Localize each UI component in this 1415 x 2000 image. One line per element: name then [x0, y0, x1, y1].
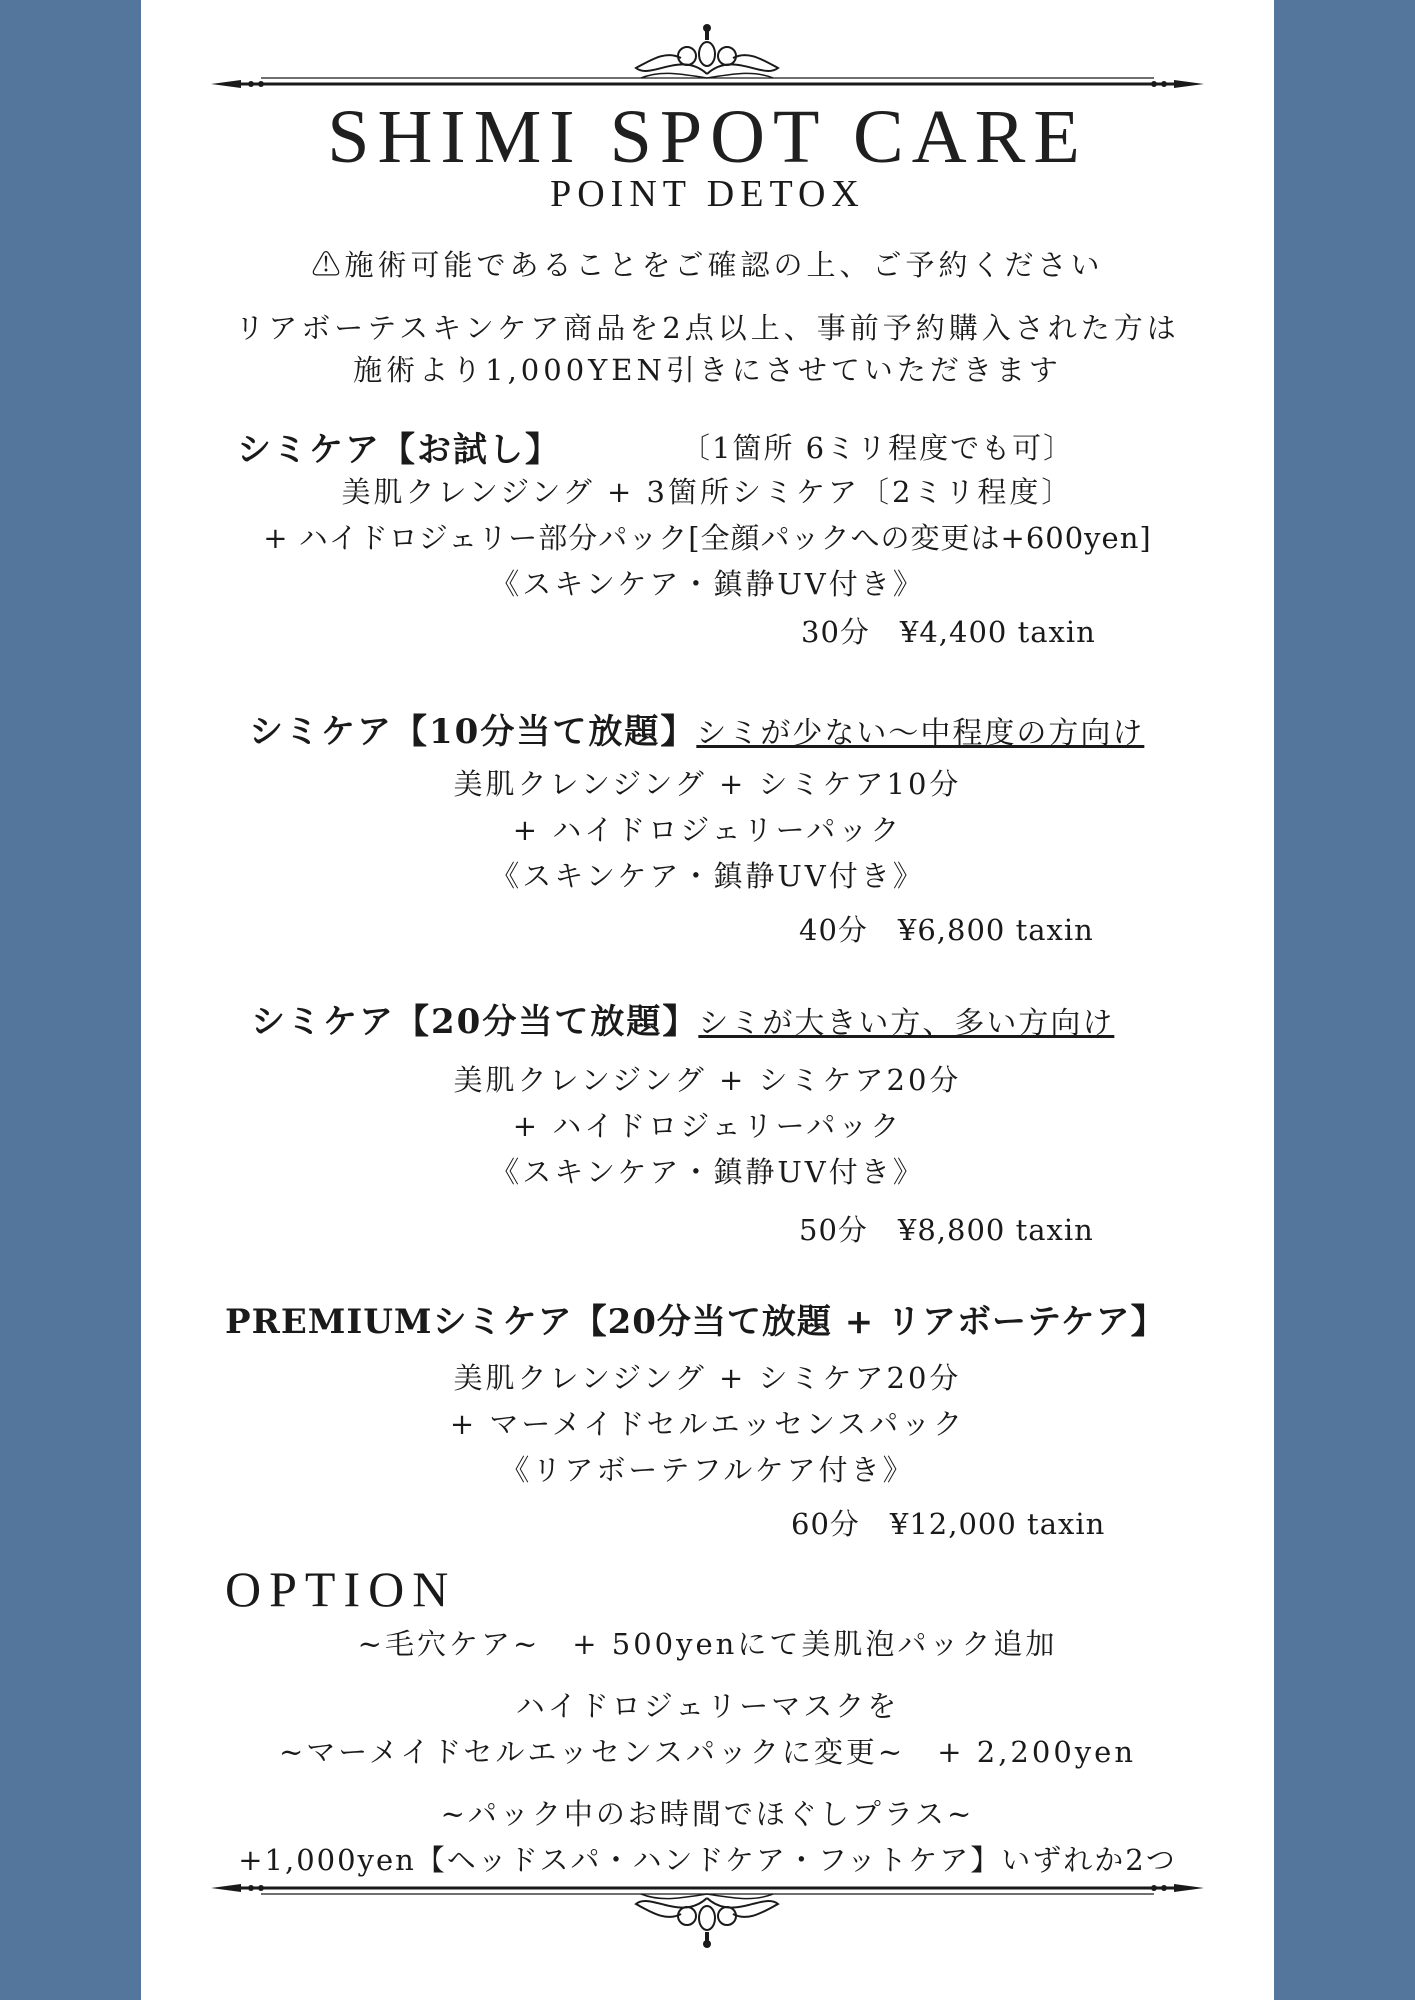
menu-item-line: 美肌クレンジング + シミケア10分 — [453, 767, 962, 801]
menu-item-line: + ハイドロジェリー部分パック[全顔パックへの変更は+600yen] — [263, 521, 1152, 555]
menu-item-note: シミが大きい方、多い方向け — [698, 1006, 1115, 1041]
option-mask-line2: ~マーメイドセルエッセンスパックに変更~ + 2,200yen — [278, 1735, 1136, 1769]
menu-item-line: + ハイドロジェリーパック — [512, 1109, 903, 1143]
discount-notice-line1: リアボーテスキンケア商品を2点以上、事前予約購入された方は — [235, 311, 1180, 345]
menu-item-name: シミケア【20分当て放題】 — [251, 1002, 699, 1042]
page-subtitle: POINT DETOX — [550, 173, 865, 215]
menu-item-line: 《リアボーテフルケア付き》 — [500, 1453, 915, 1487]
menu-item-price: 40分 ¥6,800 taxin — [799, 913, 1094, 947]
menu-item-price: 60分 ¥12,000 taxin — [791, 1507, 1106, 1541]
menu-item-price: 50分 ¥8,800 taxin — [799, 1213, 1094, 1247]
menu-item-heading — [251, 1000, 1114, 1046]
top-ornament-divider — [211, 20, 1204, 90]
booking-notice: ⚠施術可能であることをご確認の上、ご予約ください — [311, 248, 1104, 282]
menu-item-line: 美肌クレンジング + 3箇所シミケア〔2ミリ程度〕 — [341, 475, 1074, 509]
menu-item-line: + ハイドロジェリーパック — [512, 813, 903, 847]
menu-item-name: PREMIUMシミケア【20分当て放題 + リアボーテケア】 — [225, 1302, 1166, 1342]
menu-item-line: 《スキンケア・鎮静UV付き》 — [490, 859, 925, 893]
bottom-ornament-divider — [211, 1880, 1204, 1950]
menu-item-note: シミが少ない～中程度の方向け — [696, 716, 1145, 751]
option-relax-line2: +1,000yen【ヘッドスパ・ハンドケア・フットケア】いずれか2つ — [238, 1843, 1177, 1877]
menu-sheet — [141, 0, 1274, 2000]
menu-item-heading — [249, 710, 1144, 756]
menu-item-line: 《スキンケア・鎮静UV付き》 — [490, 567, 925, 601]
menu-item-line: 美肌クレンジング + シミケア20分 — [453, 1063, 962, 1097]
option-mask-line1: ハイドロジェリーマスクを — [515, 1689, 900, 1723]
menu-item-line: 美肌クレンジング + シミケア20分 — [453, 1361, 962, 1395]
menu-item-note: 〔1箇所 6ミリ程度でも可〕 — [681, 431, 1075, 465]
menu-item-name: シミケア【お試し】 — [237, 430, 561, 470]
option-pore-care: ~毛穴ケア~ + 500yenにて美肌泡パック追加 — [357, 1627, 1058, 1661]
menu-item-line: + マーメイドセルエッセンスパック — [449, 1407, 966, 1441]
menu-item-line: 《スキンケア・鎮静UV付き》 — [490, 1155, 925, 1189]
page-title: SHIMI SPOT CARE — [327, 95, 1088, 179]
option-relax-line1: ~パック中のお時間でほぐしプラス~ — [440, 1797, 975, 1831]
option-section-title: OPTION — [225, 1561, 457, 1617]
menu-item-name: シミケア【10分当て放題】 — [249, 712, 697, 752]
menu-item-price: 30分 ¥4,400 taxin — [801, 615, 1096, 649]
discount-notice-line2: 施術より1,000YEN引きにさせていただきます — [353, 353, 1062, 387]
